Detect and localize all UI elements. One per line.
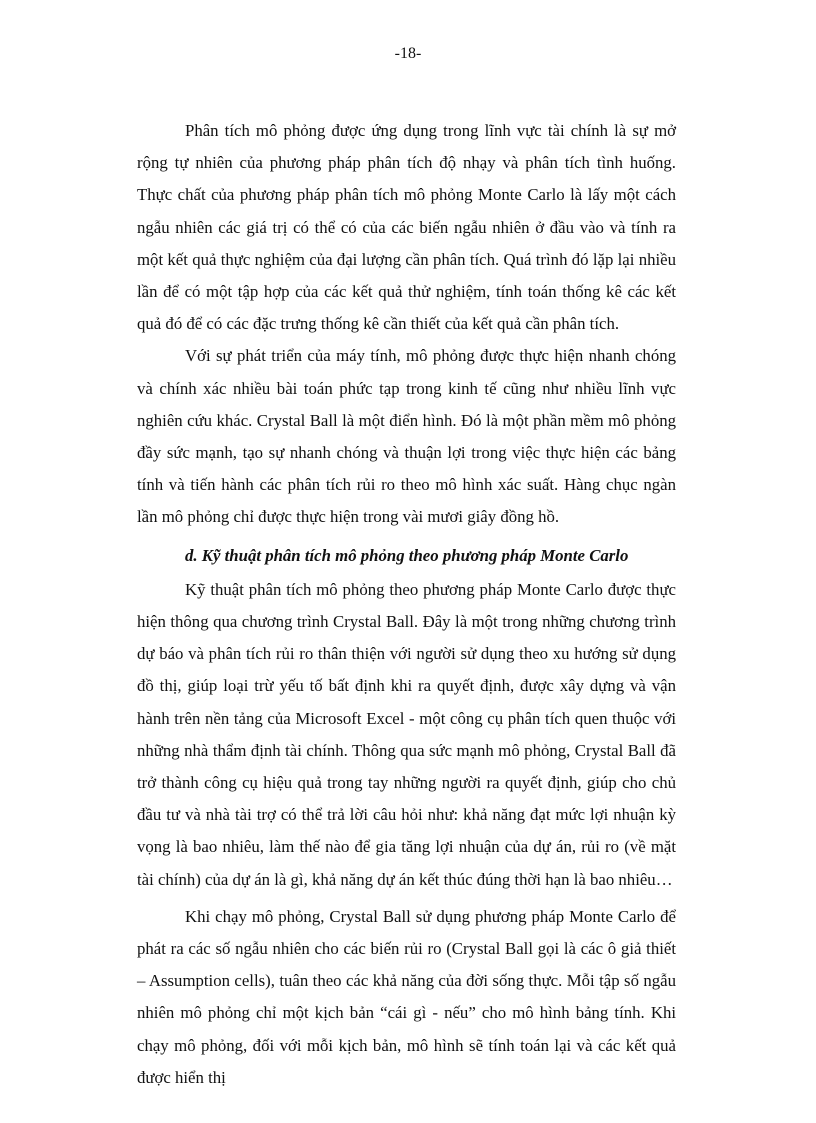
page-number: -18- bbox=[394, 45, 422, 62]
paragraph-running-simulation: Khi chạy mô phỏng, Crystal Ball sử dụng phương pháp Monte Carlo để phát ra các số ngẫu nhiên cho các biến rủi ro (Crystal Ball gọi là các ô giả thiết – Assumption cells), tuân theo các khả năng của đời sống thực. Mỗi tập số ngẫu nhiên mô phỏng chỉ một kịch bản “cái gì - nếu” cho mô hình bảng tính. Khi chạy mô phỏng, đối với mỗi kịch bản, mô hình sẽ tính toán lại và các kết quả được hiển thị bbox=[137, 906, 676, 1087]
paragraph-monte-carlo-technique: Kỹ thuật phân tích mô phỏng theo phương pháp Monte Carlo được thực hiện thông qua chương trình Crystal Ball. Đây là một trong những chương trình dự báo và phân tích rủi ro thân thiện với người sử dụng theo xu hướng sử dụng đồ thị, giúp loại trừ yếu tố bất định khi ra quyết định, được xây dựng và vận hành trên nền tảng của Microsoft Excel - một công cụ phân tích quen thuộc với những nhà thẩm định tài chính. Thông qua sức mạnh mô phỏng, Crystal Ball đã trở thành công cụ hiệu quả trong tay những người ra quyết định, giúp cho chủ đầu tư và nhà tài trợ có thể trả lời câu hỏi như: khả năng đạt mức lợi nhuận kỳ vọng là bao nhiêu, làm thế nào để gia tăng lợi nhuận của dự án, rủi ro (về mặt tài chính) của dự án là gì, khả năng dự án kết thúc đúng thời hạn là bao nhiêu… bbox=[137, 579, 676, 889]
page-content bbox=[137, 115, 676, 1094]
paragraph-crystal-ball-overview: Với sự phát triển của máy tính, mô phỏng được thực hiện nhanh chóng và chính xác nhiều bài toán phức tạp trong kinh tế cũng như nhiều lĩnh vực nghiên cứu khác. Crystal Ball là một điển hình. Đó là một phần mềm mô phỏng đầy sức mạnh, tạo sự nhanh chóng và thuận lợi trong việc thực hiện các bảng tính và tiến hành các phân tích rủi ro theo mô hình xác suất. Hàng chục ngàn lần mô phỏng chỉ được thực hiện trong vài mươi giây đồng hồ. bbox=[137, 346, 676, 527]
paragraph-intro-simulation: Phân tích mô phỏng được ứng dụng trong lĩnh vực tài chính là sự mở rộng tự nhiên của phương pháp phân tích độ nhạy và phân tích tình huống. Thực chất của phương pháp phân tích mô phỏng Monte Carlo là lấy một cách ngẫu nhiên các giá trị có thể có của các biến ngẫu nhiên ở đầu vào và tính ra một kết quả thực nghiệm của đại lượng cần phân tích. Quá trình đó lặp lại nhiều lần để có một tập hợp của các kết quả thử nghiệm, tính toán thống kê các kết quả đó để có các đặc trưng thống kê cần thiết của kết quả cần phân tích. bbox=[137, 121, 676, 334]
section-heading-monte-carlo: d. Kỹ thuật phân tích mô phỏng theo phương pháp Monte Carlo bbox=[185, 545, 629, 565]
